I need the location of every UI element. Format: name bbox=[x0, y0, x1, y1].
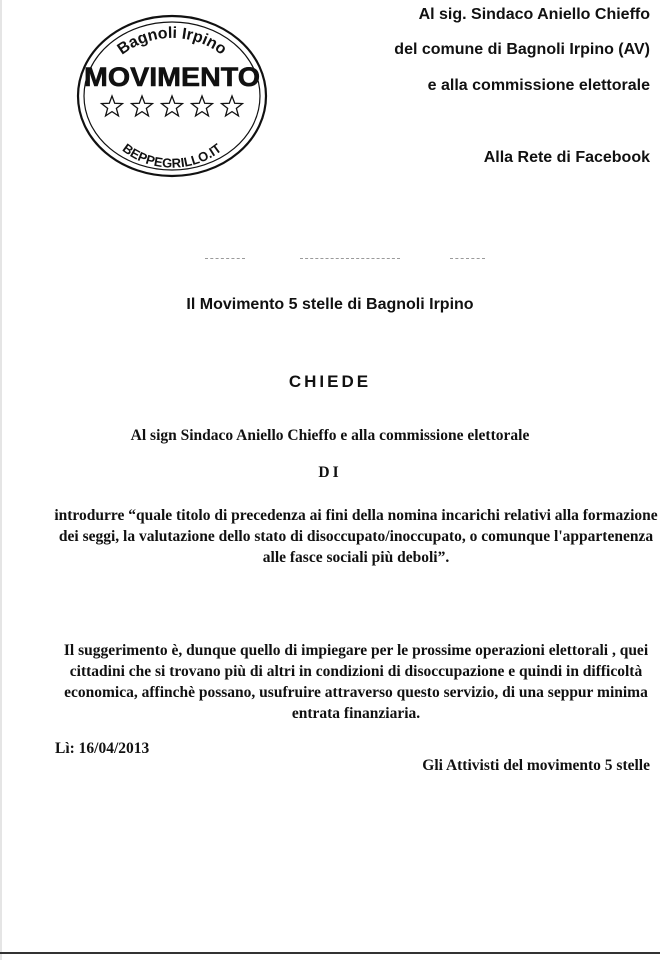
logo-top-text: Bagnoli Irpino bbox=[114, 24, 230, 59]
di-heading: DI bbox=[318, 464, 342, 481]
recipient-line-3: e alla commissione elettorale bbox=[427, 77, 650, 94]
place-date: Lì: 16/04/2013 bbox=[55, 740, 150, 757]
footer-rule bbox=[0, 952, 660, 954]
logo-bottom-text: BEPPEGRILLO.IT bbox=[119, 140, 225, 171]
sender-line: Il Movimento 5 stelle di Bagnoli Irpino bbox=[186, 296, 474, 313]
movimento-logo-graphic bbox=[74, 10, 270, 180]
request-paragraph: introdurre “quale titolo di precedenza ai fini della nomina incarichi relativi alla formazione dei seggi, la valutazione dello stato di disoccupato/inoccupato, o comunque l'appartenenza alle fasce sociali più deboli”. bbox=[54, 507, 658, 566]
addressee-line: Al sign Sindaco Aniello Chieffo e alla commissione elettorale bbox=[130, 427, 530, 444]
request-heading: CHIEDE bbox=[288, 372, 372, 391]
signature: Gli Attivisti del movimento 5 stelle bbox=[422, 757, 650, 774]
movimento-logo bbox=[74, 10, 270, 180]
suggestion-paragraph: Il suggerimento è, dunque quello di impiegare per le prossime operazioni elettorali , quei cittadini che si trovano più di altri in condizioni di disoccupazione e quindi in difficoltà economica, affinchè possano, usufruire attraverso questo servizio, di una seppur minima entrata finanziaria. bbox=[63, 642, 649, 722]
scan-artifact-line bbox=[450, 258, 485, 259]
recipient-line-4: Alla Rete di Facebook bbox=[483, 149, 650, 166]
logo-main-text: MOVIMENTO bbox=[84, 62, 260, 92]
scan-artifact-line bbox=[300, 258, 400, 259]
recipient-line-2: del comune di Bagnoli Irpino (AV) bbox=[394, 41, 650, 58]
recipient-line-1: Al sig. Sindaco Aniello Chieffo bbox=[418, 6, 650, 23]
scan-artifact-line bbox=[205, 258, 245, 259]
